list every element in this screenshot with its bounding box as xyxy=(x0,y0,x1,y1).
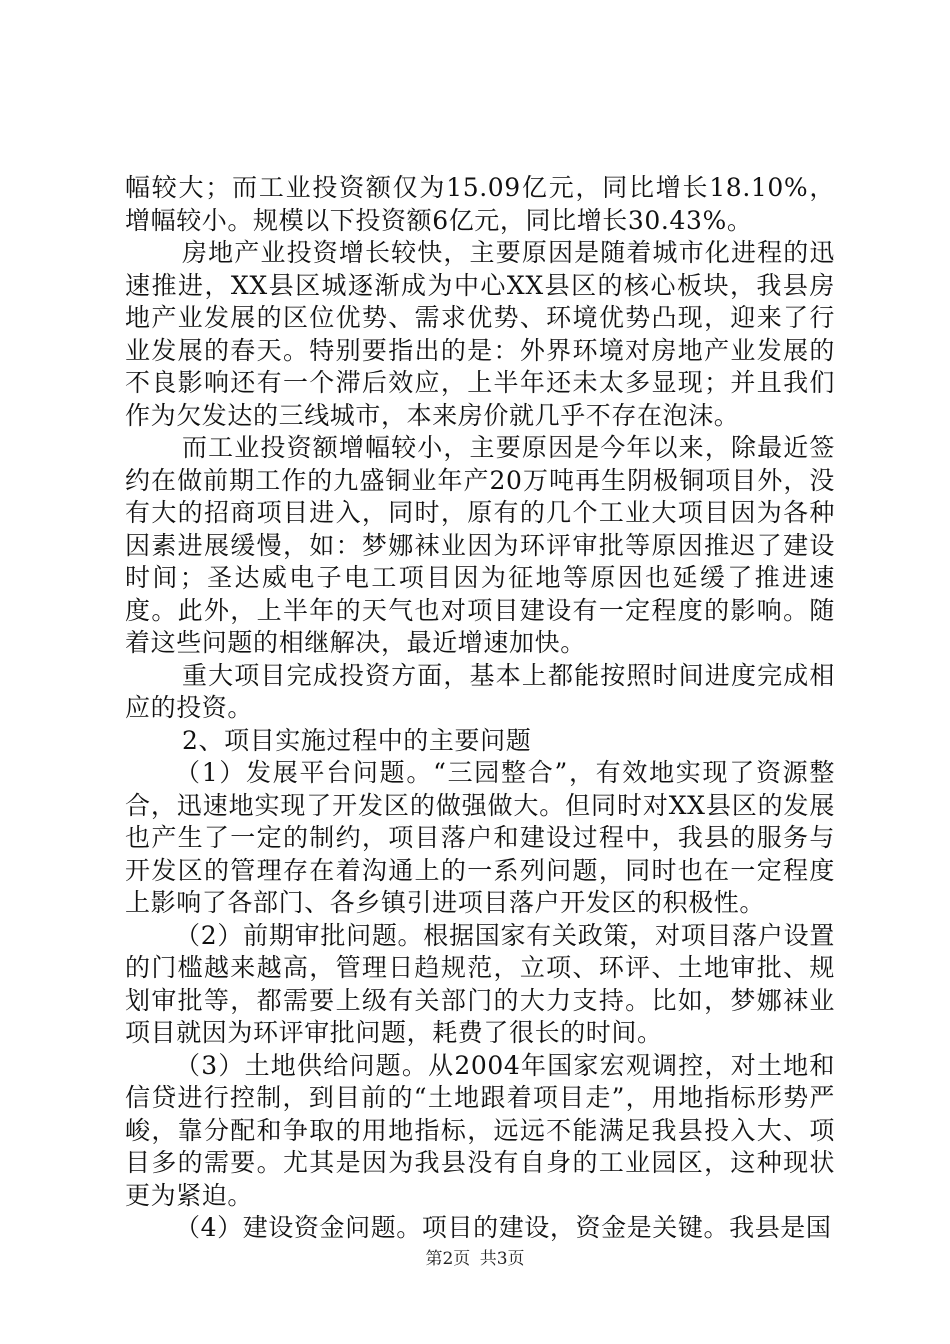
document-body xyxy=(125,172,835,1245)
page-number: 第2页 xyxy=(425,1249,471,1269)
page-footer xyxy=(0,1244,950,1269)
paragraph-issue-1: （1）发展平台问题。“三园整合”，有效地实现了资源整合，迅速地实现了开发区的做强做大。但同时对XX县区的发展也产生了一定的制约，项目落户和建设过程中，我县的服务与开发区的管理存在着沟通上的一系列问题，同时也在一定程度上影响了各部门、各乡镇引进项目落户开发区的积极性。 xyxy=(125,758,835,917)
paragraph-continuation: 幅较大；而工业投资额仅为15.09亿元，同比增长18.10%，增幅较小。规模以下投资额6亿元，同比增长30.43%。 xyxy=(125,173,835,235)
paragraph-real-estate: 房地产业投资增长较快，主要原因是随着城市化进程的迅速推进，XX县区城逐渐成为中心XX县区的核心板块，我县房地产业发展的区位优势、需求优势、环境优势凸现，迎来了行业发展的春天。特别要指出的是：外界环境对房地产业发展的不良影响还有一个滞后效应，上半年还未太多显现；并且我们作为欠发达的三线城市，本来房价就几乎不存在泡沫。 xyxy=(125,238,835,430)
paragraph-issue-4: （4）建设资金问题。项目的建设，资金是关键。我县是国 xyxy=(175,1213,832,1242)
paragraph-issue-2: （2）前期审批问题。根据国家有关政策，对项目落户设置的门槛越来越高，管理日趋规范，立项、环评、土地审批、规划审批等，都需要上级有关部门的大力支持。比如，梦娜袜业项目就因为环评审批问题，耗费了很长的时间。 xyxy=(125,920,835,1047)
page-total: 共3页 xyxy=(479,1249,525,1269)
paragraph-industrial: 而工业投资额增幅较小，主要原因是今年以来，除最近签约在做前期工作的九盛铜业年产20万吨再生阴极铜项目外，没有大的招商项目进入，同时，原有的几个工业大项目因为各种因素进展缓慢，如：梦娜袜业因为环评审批等原因推迟了建设时间；圣达威电子电工项目因为征地等原因也延缓了推进速度。此外，上半年的天气也对项目建设有一定程度的影响。随着这些问题的相继解决，最近增速加快。 xyxy=(125,433,835,657)
paragraph-issue-3: （3）土地供给问题。从2004年国家宏观调控，对土地和信贷进行控制，到目前的“土地跟着项目走”，用地指标形势严峻，靠分配和争取的用地指标，远远不能满足我县投入大、项目多的需要。尤其是因为我县没有自身的工业园区，这种现状更为紧迫。 xyxy=(125,1050,835,1210)
section-heading-issues: 2、项目实施过程中的主要问题 xyxy=(182,725,532,755)
paragraph-major-projects: 重大项目完成投资方面，基本上都能按照时间进度完成相应的投资。 xyxy=(125,660,835,722)
